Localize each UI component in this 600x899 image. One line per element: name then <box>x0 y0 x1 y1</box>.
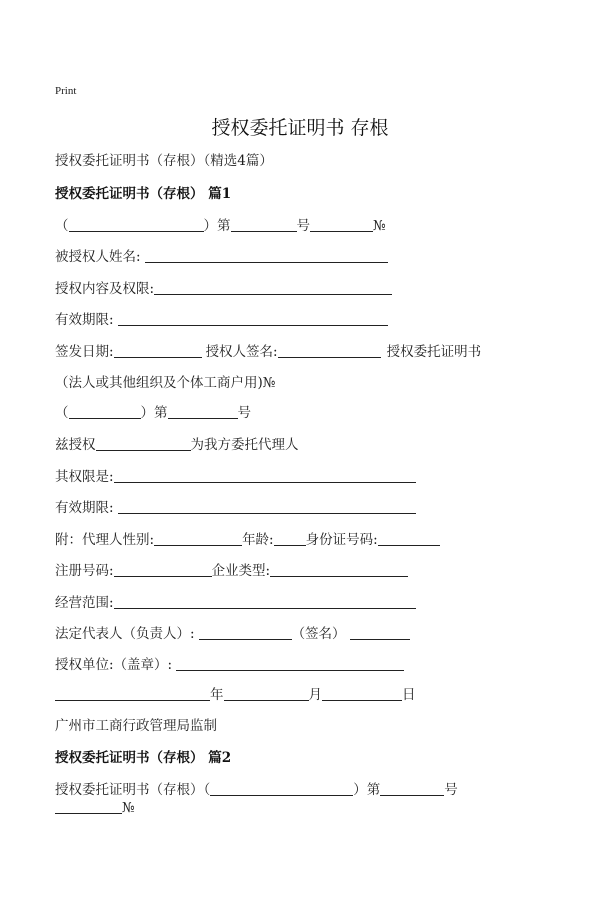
agent-info-row <box>55 531 440 549</box>
issue-date-label: 签发日期: <box>55 344 114 360</box>
blank-line <box>96 437 191 451</box>
blank-line <box>118 312 388 326</box>
blank-line <box>118 500 416 514</box>
issue-date-row <box>55 343 481 361</box>
certificate-subtitle: （法人或其他组织及个体工商户用)№ <box>55 375 276 391</box>
blank-line <box>154 281 392 295</box>
year-label: 年 <box>210 687 224 703</box>
certificate-title: 授权委托证明书 <box>386 344 482 360</box>
blank-line <box>350 626 410 640</box>
certificate-number-line <box>55 404 251 422</box>
section1-heading: 授权委托证明书（存根） 篇1 <box>55 186 232 202</box>
agent-gender-label: 附：代理人性别: <box>55 532 155 548</box>
blank-line <box>114 563 212 577</box>
blank-line <box>378 532 440 546</box>
hao-label: 号 <box>237 405 251 421</box>
validity2-row <box>55 499 416 517</box>
blank-line <box>55 687 210 701</box>
blank-line <box>274 532 306 546</box>
section2-heading: 授权委托证明书（存根） 篇2 <box>55 750 232 766</box>
supervisor-note: 广州市工商行政管理局监制 <box>55 718 217 734</box>
id-number-label: 身份证号码: <box>305 532 378 548</box>
blank-line <box>154 532 242 546</box>
di-label: ）第 <box>353 782 381 798</box>
stub-number-line <box>55 217 386 235</box>
section2-number-line <box>55 781 458 799</box>
blank-line <box>310 218 373 232</box>
numero-sign: № <box>122 800 135 816</box>
registration-row <box>55 562 408 580</box>
hao-label: 号 <box>296 218 310 234</box>
numero-sign: № <box>373 218 386 234</box>
authority-row <box>55 468 416 486</box>
scope-row <box>55 280 392 298</box>
validity-row <box>55 311 388 329</box>
legal-rep-row <box>55 625 410 643</box>
authorize-suffix: 为我方委托代理人 <box>190 437 299 453</box>
unit-label: 授权单位:（盖章）: <box>55 657 173 673</box>
blank-line <box>199 626 292 640</box>
date-row <box>55 686 416 704</box>
blank-line <box>69 405 141 419</box>
paren-open: （ <box>55 218 69 234</box>
blank-line <box>114 469 416 483</box>
scope-label: 授权内容及权限: <box>55 281 155 297</box>
validity2-label: 有效期限: <box>55 500 114 516</box>
blank-line <box>168 405 238 419</box>
blank-line <box>231 218 297 232</box>
month-label: 月 <box>308 687 322 703</box>
document-subtitle: 授权委托证明书（存根）（精选4篇） <box>55 153 273 169</box>
validity-label: 有效期限: <box>55 312 114 328</box>
blank-line <box>224 687 309 701</box>
page-title: 授权委托证明书 存根 <box>211 117 389 139</box>
authority-label: 其权限是: <box>55 469 114 485</box>
di-label: ）第 <box>140 405 168 421</box>
business-scope-row <box>55 594 416 612</box>
grantee-name-row <box>55 248 388 266</box>
company-type-label: 企业类型: <box>211 563 271 579</box>
blank-line <box>145 249 388 263</box>
blank-line <box>55 800 122 814</box>
blank-line <box>322 687 402 701</box>
unit-row <box>55 656 404 674</box>
blank-line <box>380 782 444 796</box>
hao-label: 号 <box>444 782 458 798</box>
print-link[interactable]: Print <box>55 85 77 97</box>
blank-line <box>176 657 404 671</box>
section2-numero-row <box>55 799 135 817</box>
blank-line <box>114 595 416 609</box>
di-label: ）第 <box>203 218 231 234</box>
blank-line <box>270 563 408 577</box>
reg-no-label: 注册号码: <box>55 563 114 579</box>
business-scope-label: 经营范围: <box>55 595 114 611</box>
authorize-row <box>55 436 299 454</box>
blank-line <box>210 782 353 796</box>
blank-line <box>114 344 202 358</box>
grantee-name-label: 被授权人姓名: <box>55 249 141 265</box>
authorize-prefix: 兹授权 <box>55 437 96 453</box>
grantor-signature-label: 授权人签名: <box>205 344 278 360</box>
section2-prefix: 授权委托证明书（存根）（ <box>55 782 211 798</box>
age-label: 年龄: <box>242 532 274 548</box>
blank-line <box>278 344 381 358</box>
signature-label: （签名） <box>291 626 346 642</box>
blank-line <box>69 218 204 232</box>
day-label: 日 <box>402 687 416 703</box>
paren-open: （ <box>55 405 69 421</box>
legal-rep-label: 法定代表人（负责人）: <box>55 626 195 642</box>
